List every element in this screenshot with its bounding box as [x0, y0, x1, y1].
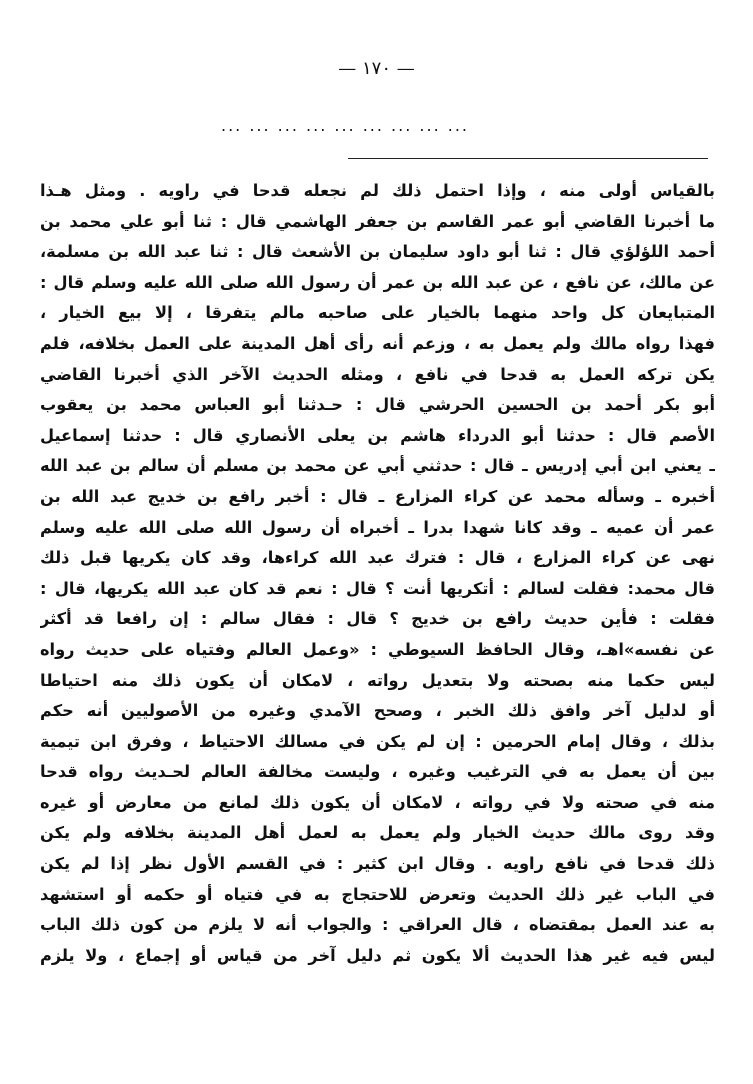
ellipsis-separator: ... ... ... ... ... ... ... ... ... — [220, 116, 469, 135]
page-number: — ١٧٠ — — [338, 58, 415, 79]
text-line: أحمد اللؤلؤي قال : ثنا أبو داود سليمان بن الأشعث قال : ثنا عبد الله بن مسلمة، — [40, 242, 715, 262]
text-line: منه في صحته ولا في رواته ، لامكان أن يكون ذلك لمانع من معارض أو غيره — [40, 792, 715, 812]
footnote-divider — [348, 158, 708, 159]
text-line: المتبايعان كل واحد منهما بالخيار على صاحبه مالم يتفرقا ، إلا بيع الخيار ، — [40, 303, 715, 323]
text-line: ليس حكما منه بصحته ولا بتعديل رواته ، لامكان أن يكون ذلك منه احتياطا — [40, 670, 715, 690]
body-text — [40, 176, 715, 971]
text-line: أو لدليل آخر وافق ذلك الخبر ، وصحح الآمدي وغيره من الأصوليين أنه حكم — [40, 701, 715, 721]
text-line: الأصم قال : حدثنا أبو الدرداء هاشم بن يعلى الأنصاري قال : حدثنا إسماعيل — [40, 425, 715, 445]
text-line: عمر أن عميه ـ وقد كانا شهدا بدرا ـ أخبراه أن رسول الله صلى الله عليه وسلم — [40, 517, 715, 537]
text-line: ما أخبرنا القاضي أبو عمر القاسم بن جعفر الهاشمي قال : ثنا أبو علي محمد بن — [40, 211, 715, 231]
text-line: فهذا رواه مالك ولم يعمل به ، وزعم أنه رأى أهل المدينة على العمل بخلافه، فلم — [40, 333, 715, 353]
text-line: ليس فيه غير هذا الحديث ألا يكون ثم دليل آخر من قياس أو إجماع ، ولا يلزم — [40, 945, 715, 965]
text-line: وقد روى مالك حديث الخيار ولم يعمل به لعمل أهل المدينة بخلافه ولم يكن — [40, 823, 715, 843]
text-line: فقلت : فأين حديث رافع بن خديج ؟ قال : فقال سالم : إن رافعا قد أكثر — [40, 609, 715, 629]
text-line: ذلك قدحا في نافع راويه . وقال ابن كثير : في القسم الأول نظر إذا لم يكن — [40, 854, 715, 874]
text-line: بالقياس أولى منه ، وإذا احتمل ذلك لم نجعله قدحا في راويه . ومثل هـذا — [40, 181, 715, 200]
text-line: ـ يعني ابن أبي إدريس ـ قال : حدثني أبي عن محمد بن مسلم أن سالم بن عبد الله — [40, 456, 715, 476]
text-line: في الباب غير ذلك الحديث وتعرض للاحتجاج به في فتياه أو حكمه أو استشهد — [40, 884, 715, 904]
text-line: أبو بكر أحمد بن الحسين الحرشي قال : حـدثنا أبو العباس محمد بن يعقوب — [40, 395, 715, 415]
text-line: بذلك ، وقال إمام الحرمين : إن لم يكن في مسالك الاحتياط ، وفرق ابن تيمية — [40, 731, 715, 751]
text-line: يكن تركه العمل به قدحا في نافع ، ومثله الحديث الآخر الذي أخبرنا القاضي — [40, 364, 715, 384]
text-line: نهى عن كراء المزارع ، قال : فترك عبد الله كراءها، وقد كان يكريها قبل ذلك — [40, 548, 715, 568]
text-line: أخبره ـ وسأله محمد عن كراء المزارع ـ قال : أخبر رافع بن خديج عبد الله بن — [40, 486, 715, 506]
text-line: به عند العمل بمقتضاه ، قال العراقي : والجواب أنه لا يلزم من كون ذلك الباب — [40, 915, 715, 935]
text-line: قال محمد: فقلت لسالم : أتكريها أنت ؟ قال : نعم قد كان عبد الله يكريها، قال : — [40, 578, 715, 598]
text-line: عن نفسه»اهـ، وقال الحافظ السيوطي : «وعمل العالم وفتياه على حديث رواه — [40, 639, 715, 659]
text-line: عن مالك، عن نافع ، عن عبد الله بن عمر أن رسول الله صلى الله عليه وسلم قال : — [40, 272, 715, 292]
text-line: بين أن يعمل به في الترغيب وغيره ، وليست مخالفة العالم لحـديث رواه قدحا — [40, 762, 715, 782]
